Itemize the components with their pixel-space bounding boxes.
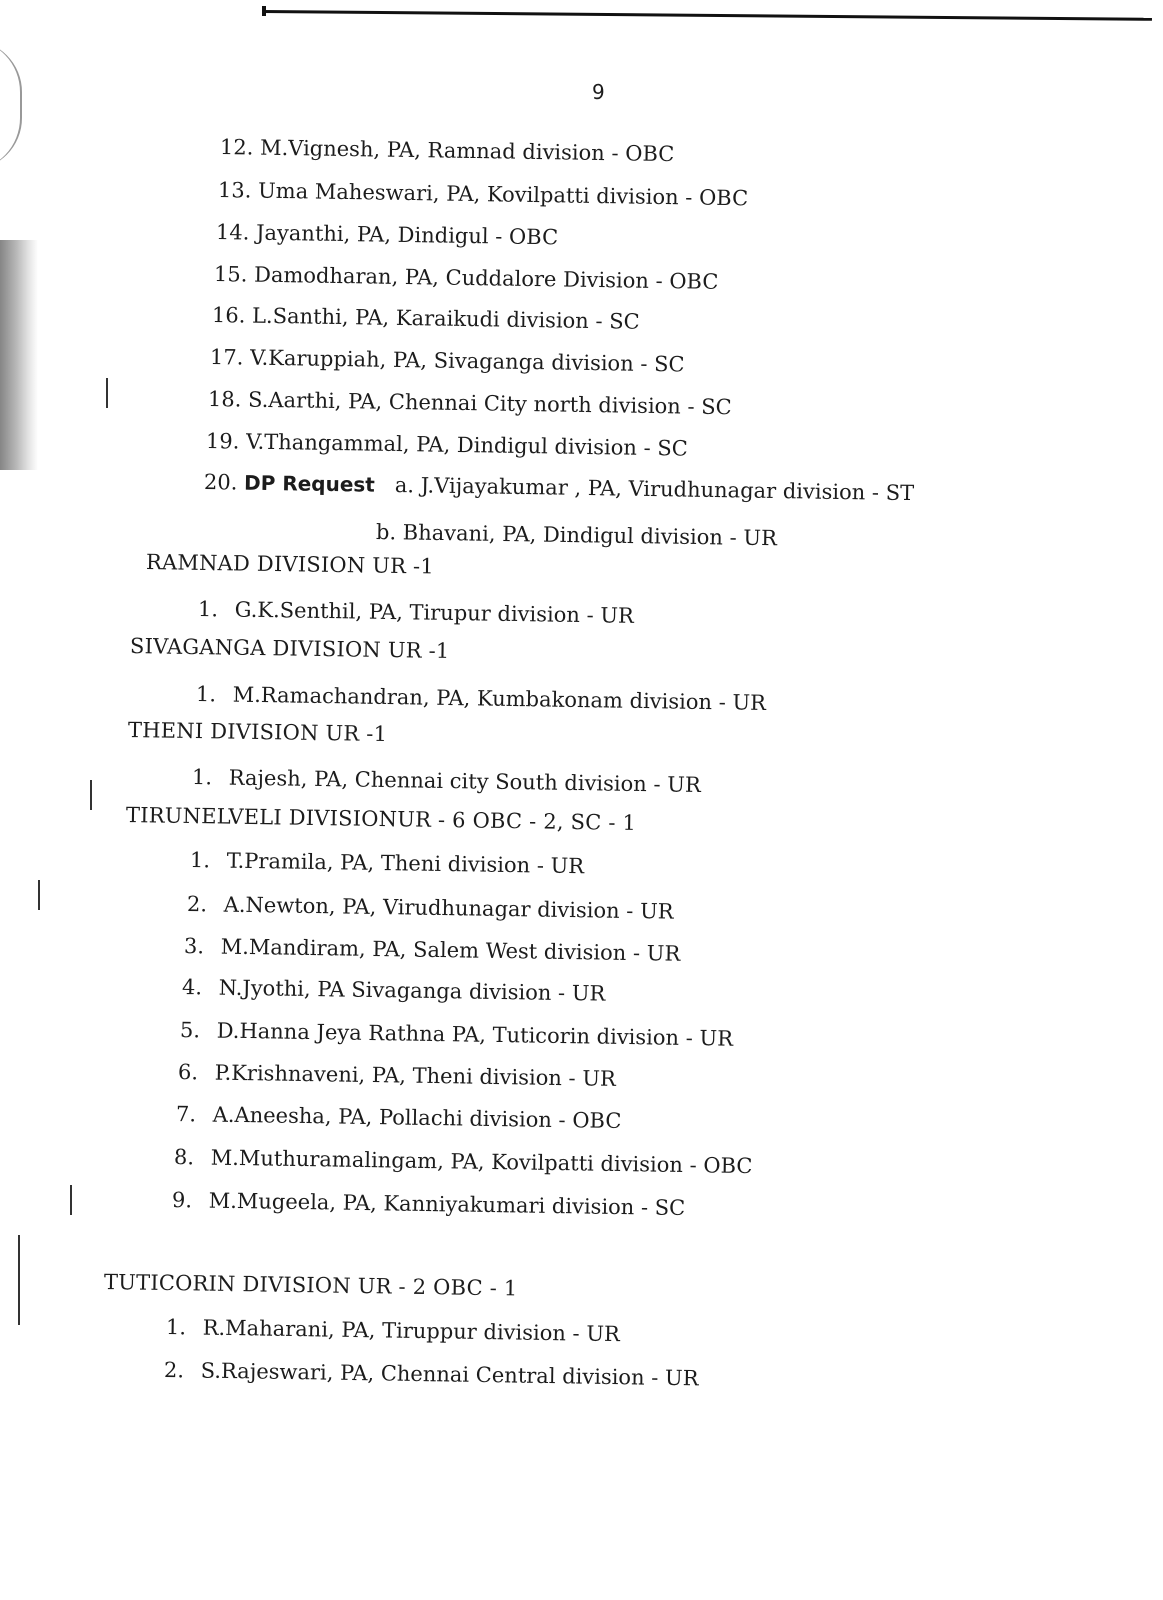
item-number: 9.: [171, 1188, 193, 1213]
item-text: M.Muthuramalingam, PA, Kovilpatti division - OBC: [210, 1145, 753, 1179]
list-item: [184, 934, 681, 966]
dp-request-b: b. Bhavani, PA, Dindigul division - UR: [375, 520, 778, 551]
item-number: 3.: [183, 934, 205, 959]
list-item: [210, 345, 685, 376]
item-text: L.Santhi, PA, Karaikudi division - SC: [251, 303, 640, 334]
item-number: 7.: [175, 1102, 197, 1127]
item-text: V.Karuppiah, PA, Sivaganga division - SC: [249, 345, 685, 377]
section-heading: RAMNAD DIVISION UR -1: [145, 550, 435, 579]
item-number: 13.: [217, 178, 252, 203]
list-item: [172, 1188, 686, 1220]
dp-request-a: a. J.Vijayakumar , PA, Virudhunagar division - ST: [394, 473, 915, 506]
item-text: D.Hanna Jeya Rathna PA, Tuticorin division - UR: [216, 1018, 734, 1051]
item-text: M.Mugeela, PA, Kanniyakumari division - SC: [208, 1188, 686, 1221]
item-text: R.Maharani, PA, Tiruppur division - UR: [202, 1315, 621, 1347]
item-number: 1.: [189, 848, 211, 873]
item-number: 14.: [215, 220, 250, 245]
item-text: S.Rajeswari, PA, Chennai Central division - UR: [200, 1358, 699, 1391]
list-item: [214, 262, 719, 294]
list-item: [190, 848, 584, 878]
item-text: M.Mandiram, PA, Salem West division - UR: [220, 934, 681, 966]
dp-request-label: DP Request: [243, 470, 376, 497]
item-text: S.Aarthi, PA, Chennai City north division - SC: [247, 387, 732, 420]
item-text: N.Jyothi, PA Sivaganga division - UR: [218, 975, 606, 1006]
margin-mark: [90, 780, 92, 810]
list-item: [164, 1358, 699, 1390]
margin-mark: [38, 880, 40, 910]
list-item: [218, 178, 749, 210]
list-item: [192, 765, 701, 797]
list-item: [212, 303, 640, 334]
list-item: [198, 597, 634, 628]
item-text: G.K.Senthil, PA, Tirupur division - UR: [234, 597, 635, 628]
item-number: 12.: [219, 135, 254, 160]
binding-shadow: [0, 240, 38, 470]
section-heading: SIVAGANGA DIVISION UR -1: [129, 634, 450, 664]
list-item: [166, 1315, 620, 1346]
item-number: 18.: [207, 387, 242, 412]
item-text: V.Thangammal, PA, Dindigul division - SC: [245, 429, 688, 461]
list-item: [182, 975, 606, 1006]
item-number: 1.: [191, 765, 213, 790]
item-number: 2.: [186, 892, 208, 917]
item-number: 1.: [195, 682, 217, 707]
list-item: [220, 135, 675, 166]
item-number: 4.: [181, 975, 203, 1000]
item-text: Damodharan, PA, Cuddalore Division - OBC: [253, 262, 719, 294]
item-text: Jayanthi, PA, Dindigul - OBC: [255, 220, 559, 250]
list-item: [187, 892, 674, 924]
dp-request-item: [204, 470, 914, 505]
list-item: [208, 387, 732, 419]
item-text: M.Ramachandran, PA, Kumbakonam division - UR: [232, 682, 767, 715]
section-heading: TUTICORIN DIVISION UR - 2 OBC - 1: [103, 1270, 518, 1301]
item-number: 5.: [179, 1018, 201, 1043]
list-item: [216, 220, 559, 249]
list-item: [174, 1145, 753, 1178]
item-number: 1.: [197, 597, 219, 622]
list-item: [176, 1102, 622, 1133]
item-number: 6.: [177, 1060, 199, 1085]
item-number: 15.: [213, 262, 248, 287]
margin-mark: [106, 378, 108, 408]
margin-mark: [70, 1185, 72, 1215]
item-number: 8.: [173, 1145, 195, 1170]
binding-curve-mark: [0, 40, 22, 170]
section-heading: THENI DIVISION UR -1: [127, 718, 388, 747]
item-number: 20.: [203, 470, 238, 495]
margin-mark: [18, 1235, 20, 1325]
item-text: Rajesh, PA, Chennai city South division - UR: [228, 765, 701, 797]
item-number: 17.: [209, 345, 244, 370]
section-heading: TIRUNELVELI DIVISIONUR - 6 OBC - 2, SC - 1: [125, 803, 637, 836]
item-text: A.Aneesha, PA, Pollachi division - OBC: [212, 1102, 622, 1133]
item-number: 19.: [205, 429, 240, 454]
item-number: 16.: [211, 303, 246, 328]
item-number: 1.: [165, 1315, 187, 1340]
item-number: 2.: [163, 1358, 185, 1383]
top-edge-line: [262, 10, 1152, 21]
item-text: T.Pramila, PA, Theni division - UR: [226, 848, 585, 879]
list-item: [178, 1060, 616, 1091]
list-item: [196, 682, 766, 715]
item-text: P.Krishnaveni, PA, Theni division - UR: [214, 1060, 617, 1091]
list-item: [206, 429, 688, 461]
item-text: M.Vignesh, PA, Ramnad division - OBC: [259, 135, 675, 167]
page-number: 9: [592, 80, 605, 104]
item-text: A.Newton, PA, Virudhunagar division - UR: [223, 892, 674, 924]
item-text: Uma Maheswari, PA, Kovilpatti division - OBC: [257, 178, 749, 211]
list-item: [180, 1018, 733, 1051]
